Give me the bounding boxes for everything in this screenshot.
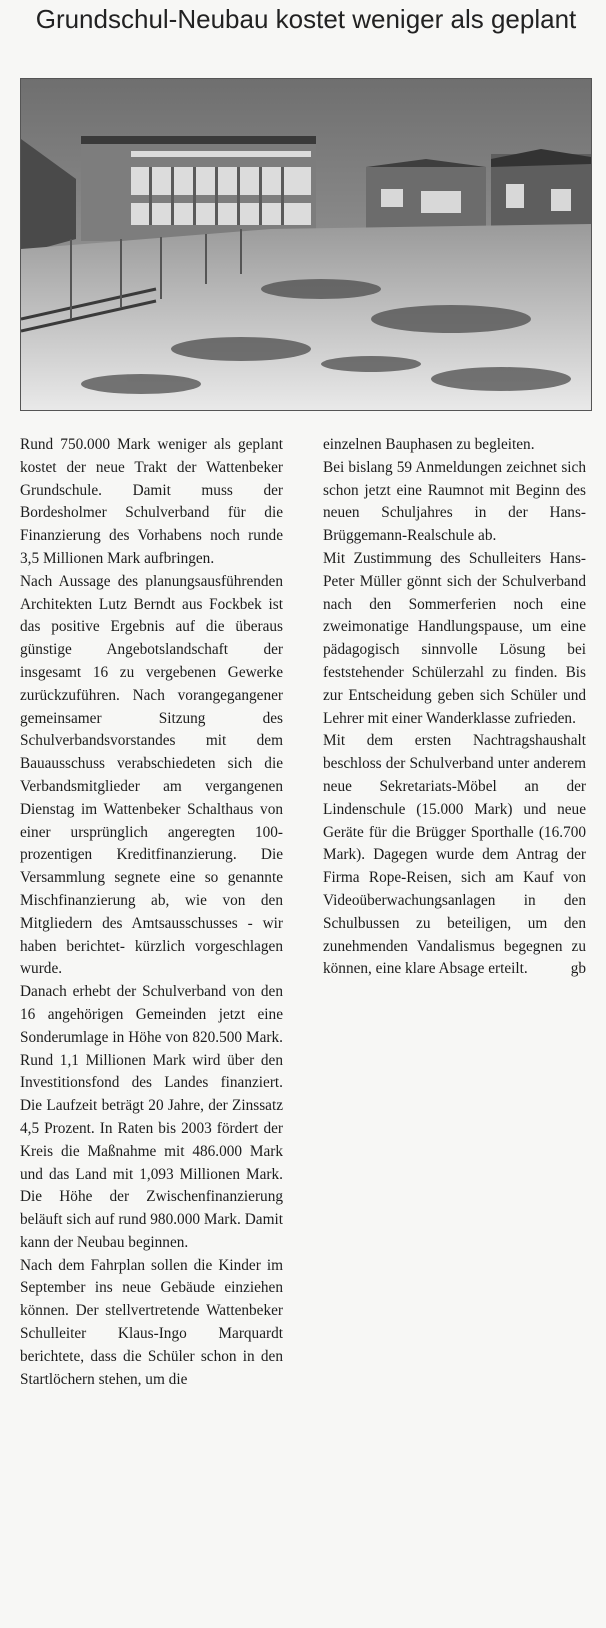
paragraph: Bei bislang 59 Anmeldungen zeichnet sich schon jetzt eine Raumnot mit Beginn des neuen Schuljahres in der Hans-Brüggemann-Realschule ab.	[323, 458, 586, 545]
paragraph: Nach dem Fahrplan sollen die Kinder im September ins neue Gebäude einziehen können. Der stellvertretende Wattenbeker Schulleiter Klaus-Ingo Marquardt berichtete, dass die Schüler schon in den Startlöchern stehen, um die	[20, 1256, 283, 1388]
paragraph: Nach Aussage des planungsausführenden Architekten Lutz Berndt aus Fockbek ist das positive Ergebnis auf die überaus günstige Angebotslandschaft der insgesamt 16 zu vergebenen Gewerke zurückzuführen. Nach vorangegangener gemeinsamer Sitzung des Schulverbandsvorstandes mit dem Bauausschuss verabschiedeten sich die Verbandsmitglieder am vergangenen Dienstag im Wattenbeker Schalthaus von einer ursprünglich angeregten 100-prozentigen Kreditfinanzierung. Die Versammlung segnete eine so genannte Mischfinanzierung ab, wie von den Mitgliedern des Amtsausschusses - wir haben berichtet- kürzlich vorgeschlagen wurde.	[20, 572, 283, 978]
author-signature: gb	[570, 960, 586, 978]
paragraph: Rund 750.000 Mark weniger als geplant kostet der neue Trakt der Wattenbeker Grundschule. Damit muss der Bordesholmer Schulverband für die Finanzierung des Vorhabens noch runde 3,5 Millionen Mark aufbringen.	[20, 436, 283, 567]
article-column-right	[323, 434, 586, 981]
paragraph: Mit Zustimmung des Schulleiters Hans-Peter Müller gönnt sich der Schulverband nach den Sommerferien noch eine zweimonatige Handlungspause, um eine pädagogisch sinnvolle Lösung bei feststehender Schülerzahl zu finden. Bis zur Entscheidung geben sich Schüler und Lehrer mit einer Wanderklasse zufrieden.	[323, 549, 586, 727]
paragraph: einzelnen Bauphasen zu begleiten.	[323, 436, 535, 453]
paragraph-last	[323, 730, 586, 981]
article-column-left	[20, 434, 283, 1391]
paragraph-text: Mit dem ersten Nachtragshaushalt beschloss der Schulverband unter anderem neue Sekretariats-Möbel an der Lindenschule (15.000 Mark) und neue Geräte für die Brügger Sporthalle (16.700 Mark). Dagegen wurde dem Antrag der Firma Rope-Reisen, sich am Kauf von Videoüberwachungsanlagen in den Schulbussen zu beteiligen, um den zunehmenden Vandalismus begegnen zu können, eine klare Absage erteilt.	[323, 732, 586, 978]
article-photo	[20, 78, 592, 411]
article-headline: Grundschul-Neubau kostet weniger als geplant	[35, 4, 577, 34]
paragraph: Danach erhebt der Schulverband von den 16 angehörigen Gemeinden jetzt eine Sonderumlage in Höhe von 820.500 Mark. Rund 1,1 Millionen Mark wird über den Investitionsfond des Landes finanziert. Die Laufzeit beträgt 20 Jahre, der Zinssatz 4,5 Prozent. In Raten bis 2003 fördert der Kreis die Maßnahme mit 486.000 Mark und das Land mit 1,093 Millionen Mark. Die Höhe der Zwischenfinanzierung beläuft sich auf rund 980.000 Mark. Damit kann der Neubau beginnen.	[20, 983, 283, 1251]
school-construction-site-photo-icon	[21, 79, 591, 410]
